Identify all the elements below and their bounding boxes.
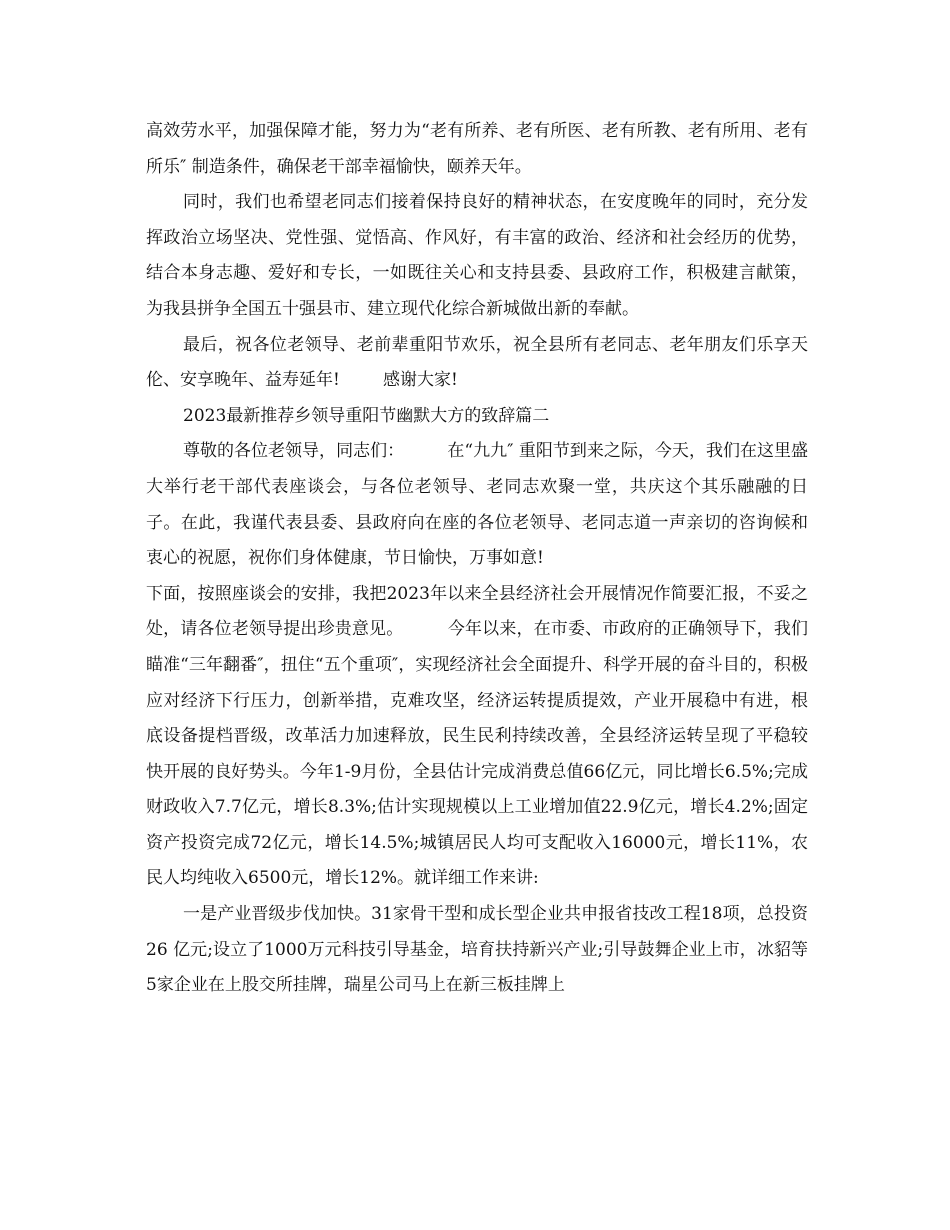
paragraph-final-wishes: 最后，祝各位老领导、老前辈重阳节欢乐，祝全县所有老同志、老年朋友们乐享天伦、安享晚年、益寿延年! 感谢大家! — [146, 334, 808, 391]
paragraph-greeting: 尊敬的各位老领导，同志们： 在“九九″ 重阳节到来之际，今天，我们在这里盛大举行老干部代表座谈会，与各位老领导、老同志欢聚一堂，共庆这个其乐融融的日子。在此，我谨代表县委、县政府向在座的各位老领导、老同志道一声亲切的咨询候和衷心的祝愿，祝你们身体健康，节日愉快，万事如意! — [146, 441, 808, 569]
paragraph-industry-upgrade: 一是产业晋级步伐加快。31家骨干型和成长型企业共申报省技改工程18项，总投资26 亿元;设立了1000万元科技引导基金，培育扶持新兴产业;引导鼓舞企业上市，冰貂等5家企业在上股交所挂牌，瑞星公司马上在新三板挂牌上 — [146, 904, 808, 996]
paragraph-hope-veterans: 同时，我们也希望老同志们接着保持良好的精神状态，在安度晚年的同时，充分发挥政治立场坚决、党性强、觉悟高、作风好，有丰富的政治、经济和社会经历的优势，结合本身志趣、爱好和专长，一如既往关心和支持县委、县政府工作，积极建言献策，为我县拼争全国五十强县市、建立现代化综合新城做出新的奉献。 — [146, 192, 808, 319]
section-heading: 2023最新推荐乡领导重阳节幽默大方的致辞篇二 — [183, 405, 550, 426]
paragraph-closing-service: 高效劳水平，加强保障才能，努力为“老有所养、老有所医、老有所教、老有所用、老有所乐″ 制造条件，确保老干部幸福愉快，颐养天年。 — [146, 121, 808, 177]
paragraph-economic-report: 下面，按照座谈会的安排，我把2023年以来全县经济社会开展情况作简要汇报，不妥之处，请各位老领导提出珍贵意见。 今年以来，在市委、市政府的正确领导下，我们瞄准“三年翻番″，扭住“五个重项″，实现经济社会全面提升、科学开展的奋斗目的，积极应对经济下行压力，创新举措，克难攻坚，经济运转提质提效，产业开展稳中有进，根底设备提档晋级，改革活力加速释放，民生民利持续改善，全县经济运转呈现了平稳较快开展的良好势头。今年1-9月份，全县估计完成消费总值66亿元，同比增长6.5%;完成财政收入7.7亿元，增长8.3%;估计实现规模以上工业增加值22.9亿元，增长4.2%;固定资产投资完成72亿元，增长14.5%;城镇居民人均可支配收入16000元，增长11%，农民人均纯收入6500元，增长12%。就详细工作来讲: — [146, 583, 808, 889]
document-body — [146, 114, 808, 1004]
